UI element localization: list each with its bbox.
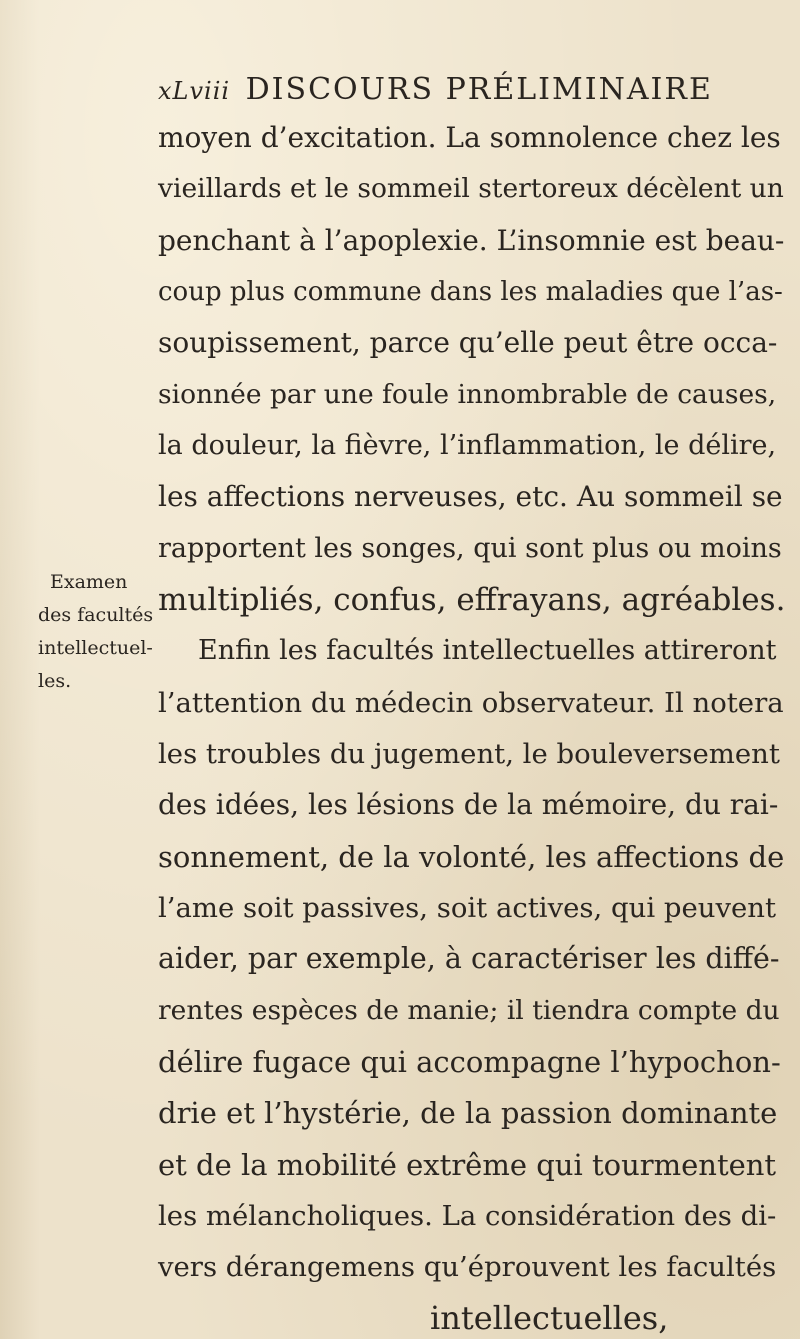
text-line: aider, par exemple, à caractériser les diffé- (158, 942, 780, 975)
text-line: l’attention du médecin observateur. Il notera (158, 687, 784, 719)
text-line: vieillards et le sommeil stertoreux décèlent un (158, 173, 784, 204)
text-line: les affections nerveuses, etc. Au sommeil se (158, 480, 783, 513)
text-line: rentes espèces de manie; il tiendra compte du (158, 995, 780, 1026)
page-number: xLviii (158, 77, 231, 105)
text-line: soupissement, parce qu’elle peut être occa- (158, 326, 778, 359)
header-title: DISCOURS PRÉLIMINAIRE (245, 72, 713, 107)
text-line: coup plus commune dans les maladies que l’as- (158, 277, 783, 307)
text-line: délire fugace qui accompagne l’hypochon- (158, 1045, 781, 1079)
text-line: moyen d’excitation. La somnolence chez les (158, 121, 781, 154)
text-line: sionnée par une foule innombrable de causes, (158, 379, 777, 410)
running-header (158, 72, 718, 107)
text-line: l’ame soit passives, soit actives, qui peuvent (158, 892, 777, 924)
margin-note-line: les. (38, 670, 72, 692)
text-line: les mélancholiques. La considération des di- (158, 1200, 777, 1232)
text-line: intellectuelles, (430, 1299, 669, 1337)
text-line: la douleur, la fièvre, l’inflammation, le délire, (158, 430, 777, 461)
margin-note-line: intellectuel- (38, 637, 153, 659)
margin-note (38, 566, 154, 698)
text-line: des idées, les lésions de la mémoire, du rai- (158, 788, 779, 821)
text-line: Enfin les facultés intellectuelles attireront (198, 635, 777, 666)
margin-note-line: Examen (50, 571, 128, 593)
text-line: vers dérangemens qu’éprouvent les facultés (158, 1251, 777, 1283)
text-line: rapportent les songes, qui sont plus ou moins (158, 533, 782, 564)
margin-note-line: des facultés (38, 604, 154, 626)
text-line: et de la mobilité extrême qui tourmentent (158, 1148, 777, 1182)
text-line: les troubles du jugement, le bouleversement (158, 738, 780, 770)
text-line: drie et l’hystérie, de la passion dominante (158, 1096, 778, 1130)
text-line: multipliés, confus, effrayans, agréables. (158, 582, 786, 618)
text-line: sonnement, de la volonté, les affections de (158, 840, 785, 874)
text-line: penchant à l’apoplexie. L’insomnie est beau- (158, 224, 785, 257)
